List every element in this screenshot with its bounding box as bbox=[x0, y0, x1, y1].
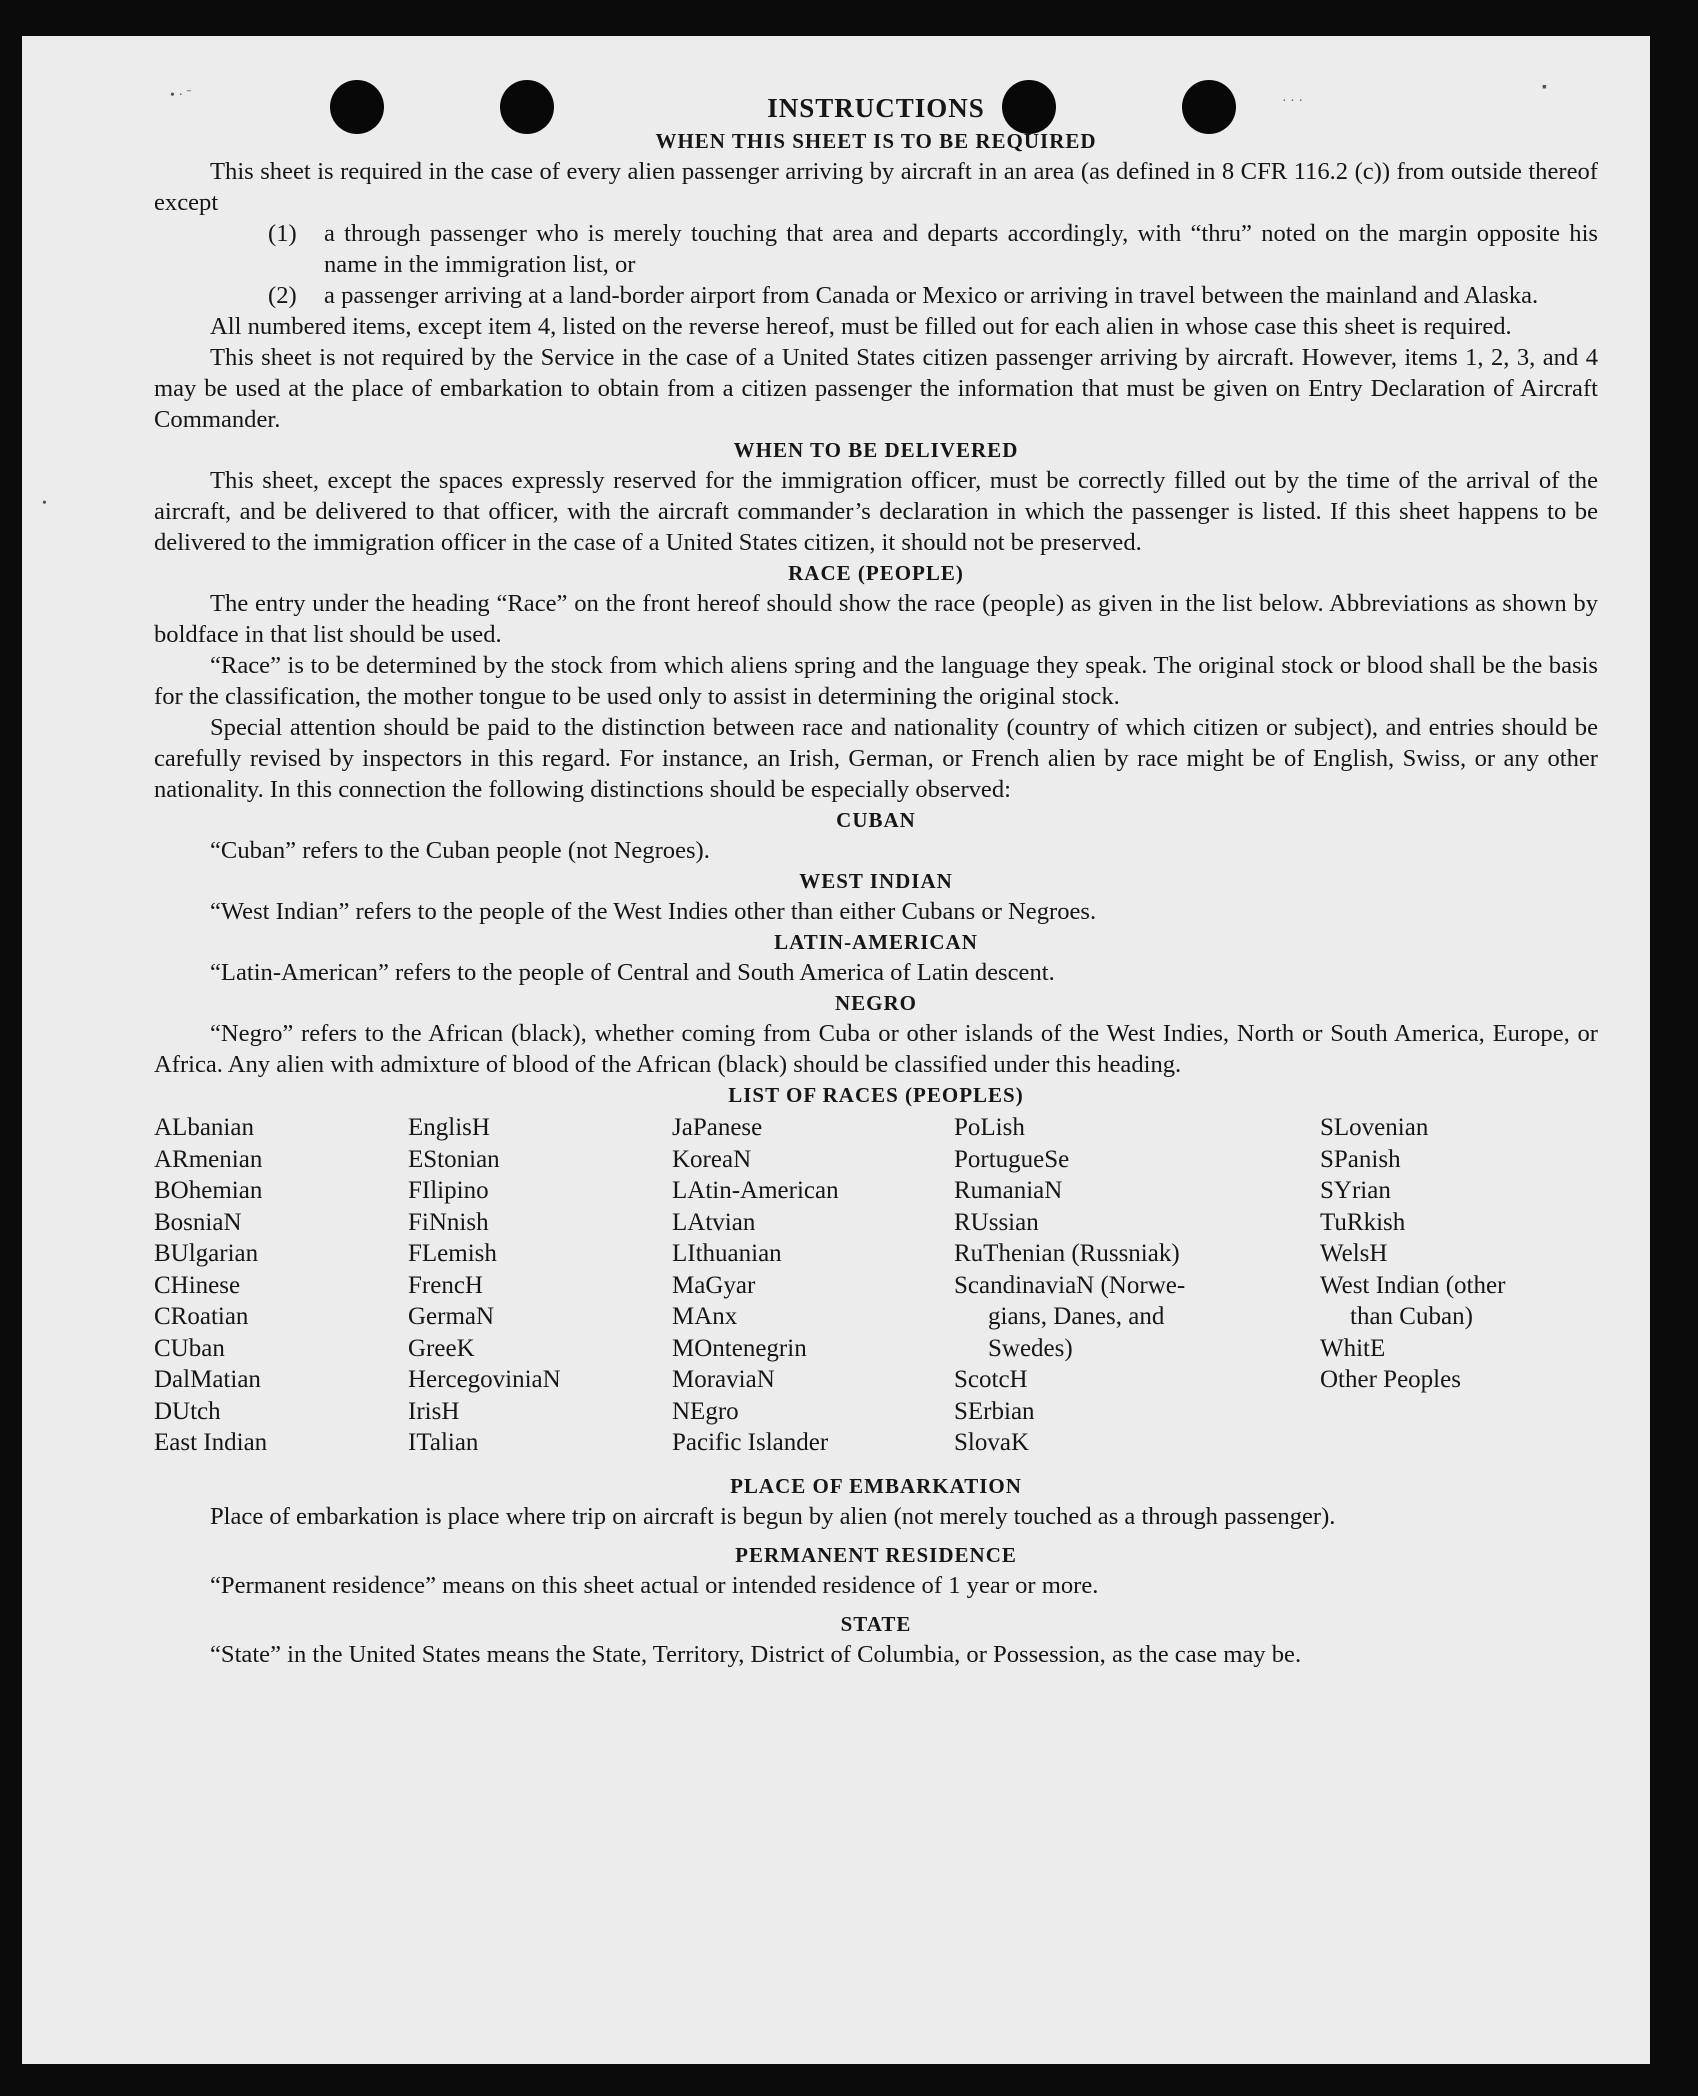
race-item: ALbanian bbox=[154, 1114, 254, 1141]
numbered-item bbox=[154, 280, 1598, 311]
race-item: BosniaN bbox=[154, 1208, 242, 1236]
paragraph: “Negro” refers to the African (black), whether coming from Cuba or other islands of the West Indies, North or South America, Europe, or Africa. Any alien with admixture of blood of the African (black) should be classified under this heading. bbox=[154, 1020, 1598, 1078]
heading-permanent-residence: PERMANENT RESIDENCE bbox=[735, 1542, 1017, 1567]
paragraph: This sheet is required in the case of every alien passenger arriving by aircraft in an area (as defined in 8 CFR 116.2 (c)) from outside thereof except bbox=[154, 158, 1598, 216]
race-item: Pacific Islander bbox=[672, 1429, 829, 1456]
race-item: DUtch bbox=[154, 1397, 221, 1425]
race-item: FiNnish bbox=[408, 1208, 489, 1236]
race-item: LIthuanian bbox=[672, 1240, 782, 1267]
speck: • bbox=[42, 496, 47, 511]
race-item: CRoatian bbox=[154, 1303, 249, 1330]
race-item: gians, Danes, and bbox=[988, 1303, 1165, 1330]
race-item: JaPanese bbox=[672, 1114, 763, 1141]
heading-when-delivered: WHEN TO BE DELIVERED bbox=[733, 438, 1019, 462]
item-text: a through passenger who is merely touching that area and departs accordingly, with “thru” noted on the margin opposite his name in the immigration list, or bbox=[324, 220, 1598, 278]
race-item: BUlgarian bbox=[154, 1240, 259, 1267]
race-item: RumaniaN bbox=[954, 1177, 1063, 1204]
race-item: DalMatian bbox=[154, 1366, 261, 1393]
race-item: ScandinaviaN (Norwe- bbox=[954, 1271, 1186, 1299]
instruction-sheet bbox=[22, 36, 1650, 2064]
races-column bbox=[1320, 1112, 1598, 1459]
heading-list-of-races: LIST OF RACES (PEOPLES) bbox=[728, 1083, 1024, 1107]
race-item: FrencH bbox=[408, 1271, 483, 1299]
paragraph: This sheet is not required by the Service in the case of a United States citizen passenger arriving by aircraft. However, items 1, 2, 3, and 4 may be used at the place of embarkation to obtain from a citizen passenger the information that must be given on Entry Declaration of Aircraft Commander. bbox=[154, 344, 1598, 433]
race-item: MoraviaN bbox=[672, 1366, 775, 1393]
race-item: MaGyar bbox=[672, 1271, 756, 1299]
races-column bbox=[672, 1112, 954, 1459]
race-item: ARmenian bbox=[154, 1145, 263, 1173]
race-item: LAtin-American bbox=[672, 1177, 839, 1204]
numbered-item bbox=[154, 218, 1598, 280]
race-item: NEgro bbox=[672, 1397, 739, 1425]
item-number: (2) bbox=[268, 282, 297, 309]
page-title: INSTRUCTIONS bbox=[767, 93, 985, 123]
race-item: MOntenegrin bbox=[672, 1334, 807, 1362]
speck: ▪ bbox=[1542, 80, 1547, 95]
race-item: RUssian bbox=[954, 1208, 1039, 1236]
race-item: GreeK bbox=[408, 1334, 475, 1362]
race-item: FIlipino bbox=[408, 1177, 489, 1204]
races-column bbox=[954, 1112, 1320, 1459]
paragraph: “Latin-American” refers to the people of Central and South America of Latin descent. bbox=[210, 959, 1055, 986]
race-item: PoLish bbox=[954, 1114, 1025, 1141]
race-item: SLovenian bbox=[1320, 1114, 1429, 1141]
paragraph: Place of embarkation is place where trip on aircraft is begun by alien (not merely touched as a through passenger). bbox=[210, 1502, 1336, 1530]
race-item: PortugueSe bbox=[954, 1145, 1070, 1173]
heading-negro: NEGRO bbox=[834, 991, 917, 1015]
races-column bbox=[408, 1112, 672, 1459]
race-item: than Cuban) bbox=[1350, 1303, 1473, 1330]
paragraph: “Cuban” refers to the Cuban people (not Negroes). bbox=[210, 837, 710, 864]
race-item: West Indian (other bbox=[1320, 1271, 1506, 1299]
race-item: WhitE bbox=[1320, 1334, 1386, 1362]
race-item: EnglisH bbox=[408, 1114, 490, 1141]
heading-when-required: WHEN THIS SHEET IS TO BE REQUIRED bbox=[655, 129, 1097, 153]
race-item: ScotcH bbox=[954, 1366, 1028, 1393]
race-item: GermaN bbox=[408, 1303, 495, 1330]
race-item: KoreaN bbox=[672, 1145, 752, 1173]
race-item: CHinese bbox=[154, 1271, 241, 1299]
paragraph: This sheet, except the spaces expressly reserved for the immigration officer, must be correctly filled out by the time of the arrival of the aircraft, and be delivered to that officer, with the aircraft commander’s declaration in which the passenger is listed. If this sheet happens to be delivered to the immigration officer in the case of a United States citizen, it should not be preserved. bbox=[154, 467, 1598, 556]
race-item: Swedes) bbox=[988, 1334, 1073, 1362]
race-item: FLemish bbox=[408, 1240, 497, 1267]
race-item: LAtvian bbox=[672, 1208, 756, 1236]
heading-cuban: CUBAN bbox=[836, 808, 916, 832]
race-item: SErbian bbox=[954, 1397, 1035, 1425]
race-item: WelsH bbox=[1320, 1240, 1388, 1267]
paragraph: “Permanent residence” means on this sheet actual or intended residence of 1 year or more. bbox=[210, 1571, 1099, 1599]
heading-race: RACE (PEOPLE) bbox=[788, 561, 964, 585]
race-item: SPanish bbox=[1320, 1145, 1401, 1173]
heading-latin-american: LATIN-AMERICAN bbox=[774, 930, 978, 954]
item-text: a passenger arriving at a land-border airport from Canada or Mexico or arriving in travel between the mainland and Alaska. bbox=[324, 282, 1539, 309]
race-item: EStonian bbox=[408, 1145, 500, 1173]
heading-state: STATE bbox=[840, 1611, 912, 1636]
race-item: RuThenian (Russniak) bbox=[954, 1240, 1180, 1267]
race-item: HercegoviniaN bbox=[408, 1366, 561, 1393]
document-body bbox=[154, 90, 1598, 1670]
item-number: (1) bbox=[268, 220, 297, 247]
paragraph: The entry under the heading “Race” on the front hereof should show the race (people) as given in the list below. Abbreviations as shown by boldface in that list should be used. bbox=[154, 590, 1598, 648]
paragraph: “Race” is to be determined by the stock from which aliens spring and the language they speak. The original stock or blood shall be the basis for the classification, the mother tongue to be used only to assist in determining the original stock. bbox=[154, 652, 1598, 710]
race-item: SYrian bbox=[1320, 1177, 1391, 1204]
paragraph: “West Indian” refers to the people of the West Indies other than either Cubans or Negroes. bbox=[210, 898, 1097, 925]
race-item: SlovaK bbox=[954, 1429, 1029, 1456]
race-item: ITalian bbox=[408, 1429, 479, 1456]
race-item: Other Peoples bbox=[1320, 1366, 1461, 1393]
race-item: IrisH bbox=[408, 1397, 460, 1425]
race-item: BOhemian bbox=[154, 1177, 263, 1204]
races-list bbox=[154, 1112, 1598, 1459]
speck: • · ˉ bbox=[170, 88, 192, 103]
race-item: TuRkish bbox=[1320, 1208, 1406, 1236]
paragraph: Special attention should be paid to the distinction between race and nationality (country of which citizen or subject), and entries should be carefully revised by inspectors in this regard. For instance, an Irish, German, or French alien by race might be of English, Swiss, or any other nationality. In this connection the following distinctions should be especially observed: bbox=[154, 714, 1598, 803]
race-item: MAnx bbox=[672, 1303, 738, 1330]
races-column bbox=[154, 1112, 408, 1459]
paragraph: All numbered items, except item 4, listed on the reverse hereof, must be filled out for each alien in whose case this sheet is required. bbox=[210, 313, 1512, 340]
heading-west-indian: WEST INDIAN bbox=[799, 869, 953, 893]
speck: · · · bbox=[1282, 94, 1303, 109]
race-item: CUban bbox=[154, 1334, 225, 1362]
heading-embarkation: PLACE OF EMBARKATION bbox=[730, 1473, 1022, 1498]
paragraph: “State” in the United States means the State, Territory, District of Columbia, or Possession, as the case may be. bbox=[210, 1640, 1302, 1668]
race-item: East Indian bbox=[154, 1429, 268, 1456]
